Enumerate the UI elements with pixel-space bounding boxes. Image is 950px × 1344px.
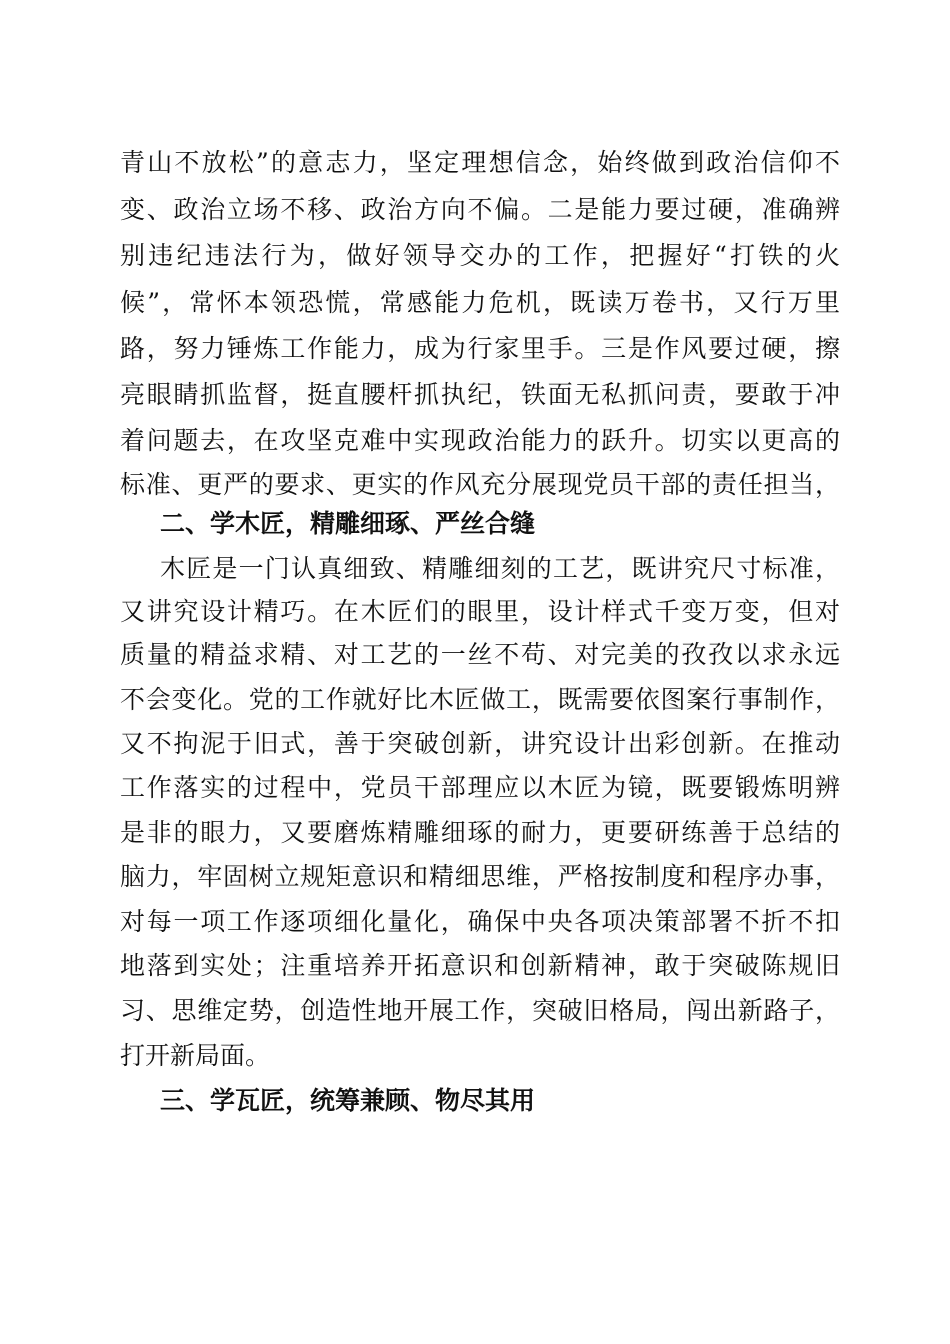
paragraph-line: 脑力，牢固树立规矩意识和精细思维，严格按制度和程序办事， (120, 862, 840, 891)
section-heading: 三、学瓦匠，统筹兼顾、物尽其用 (160, 1086, 536, 1115)
paragraph-line: 质量的精益求精、对工艺的一丝不苟、对完美的孜孜以求永远 (120, 640, 840, 669)
paragraph-line: 又讲究设计精巧。在木匠们的眼里，设计样式千变万变，但对 (120, 597, 840, 626)
paragraph-line: 不会变化。党的工作就好比木匠做工，既需要依图案行事制作， (120, 685, 840, 714)
paragraph-line: 又不拘泥于旧式，善于突破创新，讲究设计出彩创新。在推动 (120, 729, 840, 758)
paragraph-line: 别违纪违法行为，做好领导交办的工作，把握好“打铁的火 (120, 241, 840, 270)
paragraph-line: 候”，常怀本领恐慌，常感能力危机，既读万卷书，又行万里 (120, 288, 840, 317)
paragraph-line: 木匠是一门认真细致、精雕细刻的工艺，既讲究尺寸标准， (160, 554, 840, 583)
paragraph-line: 习、思维定势，创造性地开展工作，突破旧格局，闯出新路子， (120, 996, 840, 1025)
paragraph-line: 变、政治立场不移、政治方向不偏。二是能力要过硬，准确辨 (120, 195, 840, 224)
paragraph-line: 对每一项工作逐项细化量化，确保中央各项决策部署不折不扣 (120, 907, 840, 936)
section-heading: 二、学木匠，精雕细琢、严丝合缝 (160, 509, 536, 538)
paragraph-line: 路，努力锤炼工作能力，成为行家里手。三是作风要过硬，擦 (120, 334, 840, 363)
paragraph-line: 打开新局面。 (120, 1041, 271, 1070)
paragraph-line: 是非的眼力，又要磨炼精雕细琢的耐力，更要研练善于总结的 (120, 818, 840, 847)
paragraph-line: 着问题去，在攻坚克难中实现政治能力的跃升。切实以更高的 (120, 426, 840, 455)
paragraph-line: 地落到实处；注重培养开拓意识和创新精神，敢于突破陈规旧 (120, 951, 840, 980)
paragraph-line: 亮眼睛抓监督，挺直腰杆抓执纪，铁面无私抓问责，要敢于冲 (120, 380, 840, 409)
paragraph-line: 工作落实的过程中，党员干部理应以木匠为镜，既要锻炼明辨 (120, 773, 840, 802)
paragraph-line: 标准、更严的要求、更实的作风充分展现党员干部的责任担当， (120, 470, 840, 499)
paragraph-line: 青山不放松”的意志力，坚定理想信念，始终做到政治信仰不 (120, 148, 840, 177)
